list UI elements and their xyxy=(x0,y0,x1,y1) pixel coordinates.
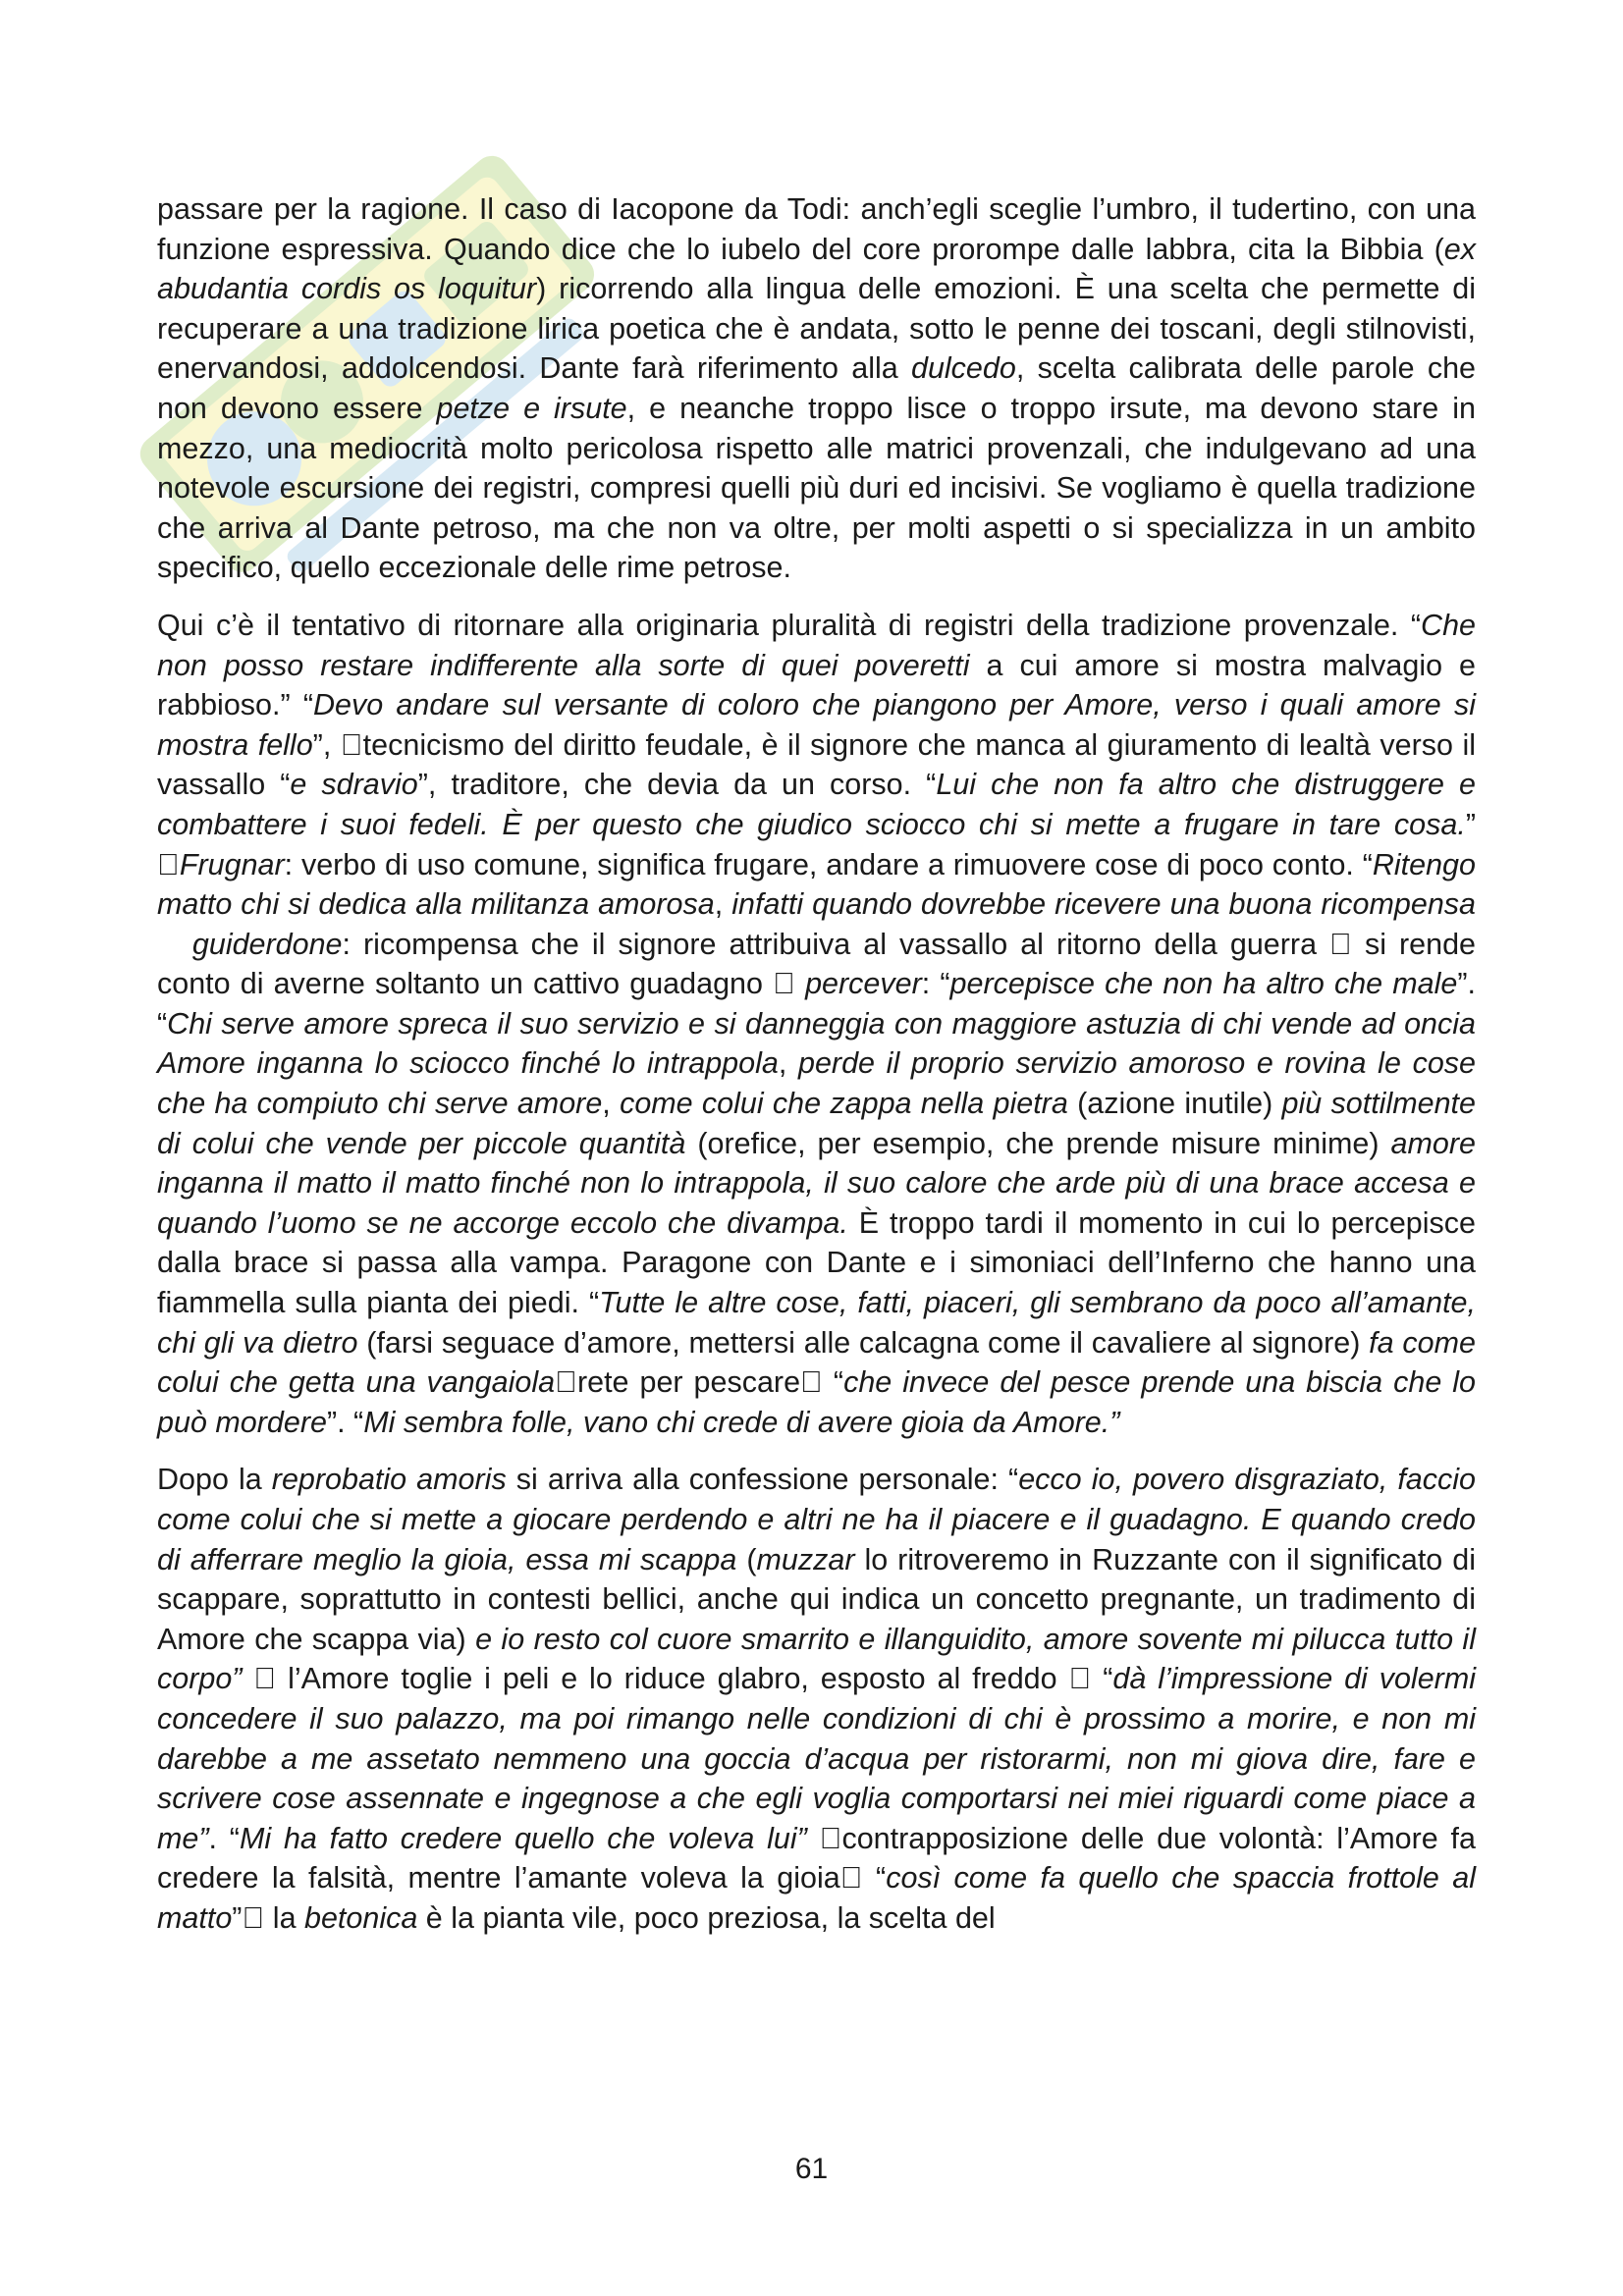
italic-run: Ritengo matto chi si dedica alla militanza amorosa xyxy=(157,847,1476,922)
italic-run: Devo andare sul versante di coloro che piangono per Amore, verso i quali amore si mostra fello xyxy=(157,688,1477,762)
italic-run: perde il proprio servizio amoroso e rovina le cose che ha compiuto chi serve amore xyxy=(157,1046,1476,1121)
text-run: : “ xyxy=(773,967,802,1001)
paragraph xyxy=(157,1460,1476,1938)
text-run: (farsi seguace d’amore, mettersi alle calcagna come il cavaliere al signore) xyxy=(232,1325,1242,1360)
italic-run: Lui che non fa altro che distruggere e combattere i suoi fedeli. È per questo che giudico sciocco chi si mette a frugare in tare cosa. xyxy=(157,768,1476,841)
italic-run: ecco io, povero disgraziato, faccio come colui che si mette a giocare perdendo e altri ne ha il piacere e il guadagno. E quando credo di afferrare meglio la gioia, essa mi scappa xyxy=(157,1463,1477,1576)
text-run: , e neanche troppo lisce o troppo irsute, ma devono stare in mezzo, una mediocrità molto pericolosa rispetto alle matrici provenzali, che indulgevano ad una notevole escursione dei registri, compresi quelli più duri ed incisivi. Se vogliamo è quella tradizione che arriva al Dante petroso, ma che non va oltre, per molti aspetti o si specializza in un ambito specifico, quello eccezionale delle rime petrose. xyxy=(157,391,1477,585)
text-run: (orefice, per esempio, che prende misure minime) xyxy=(567,1126,1253,1160)
text-run: ”, traditore, che devia da un corso. “ xyxy=(417,768,937,802)
italic-run: dà l’impressione di volermi concedere il suo palazzo, ma poi rimango nelle condizioni di chi è prossimo a morire, e non mi darebbe a me assetato nemmeno una goccia d’acqua per ristorarmi, non mi giova dire, fare e scrivere cose assennate e ingegnose a che egli voglia comportarsi nei miei riguardi come piace a me” xyxy=(157,1662,1476,1855)
italic-run: ex abudantia cordis os loquitur xyxy=(157,232,1476,306)
italic-run: Che non posso restare indifferente alla sorte di quei poveretti xyxy=(157,608,1476,682)
text-run: ”. “ xyxy=(1309,967,1348,1001)
italic-run: dulcedo xyxy=(910,351,1016,386)
italic-run: amore inganna il matto il matto finché non lo intrappola, il suo calore che arde più di una brace accesa e quando l’uomo se ne accorge eccolo che divampa. xyxy=(157,1126,1476,1240)
italic-run: betonica xyxy=(189,1900,302,1935)
italic-run: fa come colui che getta una vangaiola xyxy=(157,1325,1477,1400)
text-run: lo ritroveremo in Ruzzante con il significato di scappare, soprattutto in contesti bellici, anche qui indica un concetto pregnante, un tradimento di Amore che scappa via) xyxy=(157,1542,1476,1656)
italic-run: Chi serve amore spreca il suo servizio e si danneggia con maggiore astuzia di chi vende ad oncia Amore inganna lo sciocco finché lo intrappola xyxy=(157,967,1476,1081)
text-run: : verbo di uso comune, significa frugare, andare a rimuovere cose di poco conto. “ xyxy=(261,847,1373,881)
text-run: contrapposizione delle due volontà: l’Amore fa credere la falsità, mentre l’amante voleva la gioia “ xyxy=(157,1821,1476,1896)
italic-run: percepisce che non ha altro che male xyxy=(801,967,1310,1001)
text-run: è la pianta vile, poco preziosa, la scelta del xyxy=(301,1900,880,1935)
italic-run: infatti quando dovrebbe ricevere una buona ricompensa guiderdone xyxy=(157,887,1476,961)
italic-run: Frugnar xyxy=(157,847,262,881)
text-run: ( xyxy=(736,1542,757,1576)
italic-run: Mi sembra folle, vano chi crede di avere gioia da Amore.” xyxy=(167,1405,924,1439)
italic-run: così come fa quello che spaccia frottole al matto xyxy=(157,1861,1476,1935)
page-number: 61 xyxy=(794,2153,829,2185)
italic-run: Mi ha fatto credere quello che voleva lui” xyxy=(239,1821,807,1855)
text-run: , xyxy=(676,1046,697,1081)
italic-run: più sottilmente di colui che vende per piccole quantità xyxy=(157,1087,1476,1160)
italic-run: come colui che zappa nella pietra xyxy=(518,1087,967,1121)
text-run: l’Amore toglie i peli e lo riduce glabro, esposto al freddo “ xyxy=(242,1662,1100,1696)
text-run: ) ricorrendo alla lingua delle emozioni. È una scelta che permette di recuperare a una tradizione lirica poetica che è andata, sotto le penne dei toscani, degli stilnovisti, enervandosi, addolcendosi. Dante farà riferimento alla xyxy=(157,272,1477,386)
text-run: si arriva alla confessione personale: “ xyxy=(506,1463,1019,1497)
text-run: Qui c’è il tentativo di ritornare alla originaria pluralità di registri della tradizione provenzale. “ xyxy=(157,608,1422,642)
italic-run: Tutte le altre cose, fatti, piaceri, gli sembrano da poco all’amante, chi gli va dietro xyxy=(157,1286,1477,1360)
text-run: ”, tecnicismo del diritto feudale, è il signore che manca al giuramento di lealtà verso il vassallo “ xyxy=(157,727,1477,802)
text-run: ” la xyxy=(157,1861,1476,1935)
italic-run: e io resto col cuore smarrito e illanguidito, amore sovente mi pilucca tutto il corpo” xyxy=(157,1622,1476,1696)
text-run: passare per la ragione. Il caso di Iacopone da Todi: anch’egli sceglie l’umbro, il tudertino, con una funzione espressiva. Quando dice che lo iubelo del core prorompe dalle labbra, cita la Bibbia ( xyxy=(157,192,1476,266)
italic-run: e sdravio xyxy=(290,768,418,802)
text-run: ”. “ xyxy=(157,1365,1476,1439)
italic-run: percever xyxy=(656,967,774,1001)
text-run: , xyxy=(714,887,732,922)
text-run: (azione inutile) xyxy=(966,1087,1180,1121)
text-run: rete per pescare “ xyxy=(418,1365,665,1400)
text-run: a cui amore si mostra malvagio e rabbioso.” “ xyxy=(157,648,1476,722)
text-run: ” xyxy=(1465,807,1476,841)
text-run: . “ xyxy=(208,1821,240,1855)
text-run: , scelta calibrata delle parole che non devono essere xyxy=(157,351,1476,425)
italic-run: petze e irsute xyxy=(436,391,627,425)
italic-run: che invece del pesce prende una biscia che lo può mordere xyxy=(664,1365,1458,1400)
text-run: , xyxy=(501,1087,519,1121)
document-body xyxy=(157,189,1476,1956)
paragraph xyxy=(157,189,1476,588)
text-run: Dopo la xyxy=(157,1463,272,1497)
italic-run: muzzar xyxy=(756,1542,855,1576)
text-run: È troppo tardi il momento in cui lo percepisce dalla brace si passa alla vampa. Paragone con Dante e i simoniaci dell’Inferno che hanno una fiammella sulla pianta dei piedi. “ xyxy=(157,1205,1476,1320)
italic-run: reprobatio amoris xyxy=(271,1463,507,1497)
text-run: : ricompensa che il signore attribuiva al vassallo al ritorno della guerra si rende conto di averne soltanto un cattivo guadagno xyxy=(157,927,1476,1001)
paragraph xyxy=(157,606,1476,1442)
